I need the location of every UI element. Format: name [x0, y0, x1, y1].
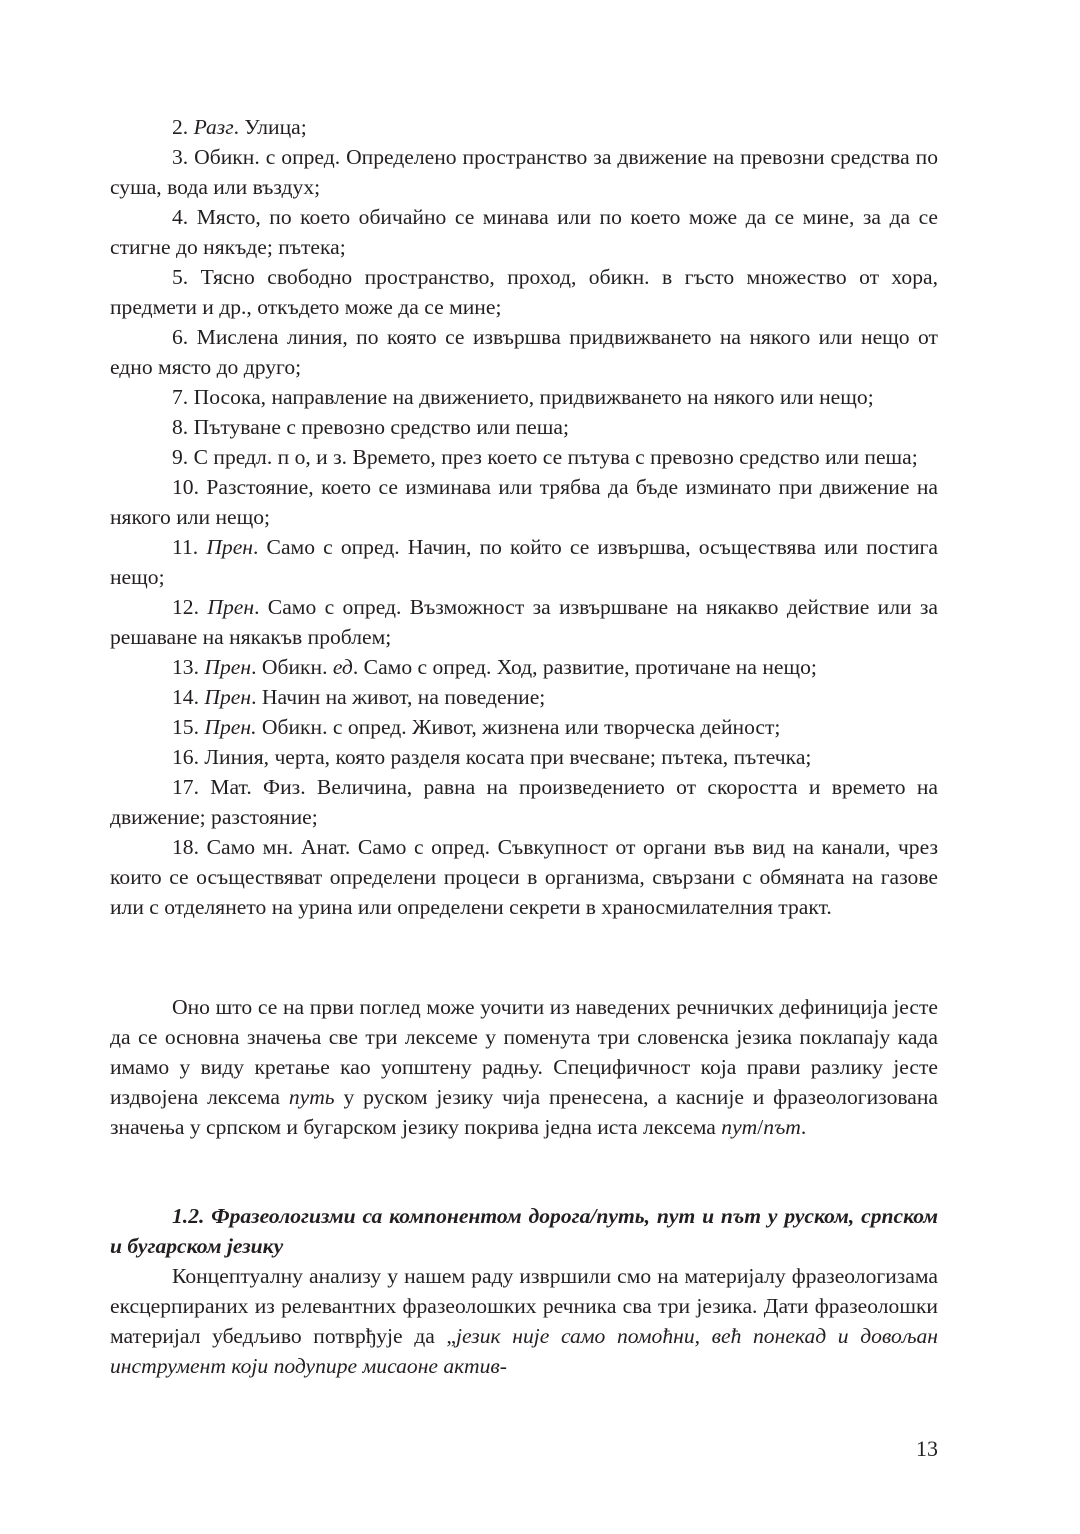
italic-text: Прен — [206, 535, 254, 559]
definition-item — [110, 652, 938, 682]
definition-item — [110, 682, 938, 712]
text-run: . Обикн. — [251, 655, 333, 679]
definition-item — [110, 712, 938, 742]
definition-number: 3. — [172, 145, 189, 169]
text-run: . Начин на живот, на поведение; — [251, 685, 546, 709]
text-run: Оно што се на први поглед може уочити из наведених речничких дефиниција јесте да се основна значења све три лексеме у поменута три словенска језика поклапају када имамо у виду кретање као уопштену радњу. Специфичност која прави разлику јесте издвојена лексема — [110, 995, 938, 1109]
text-run: С предл. п о, и з. Времето, през което се пътува с превозно средство или пеша; — [188, 445, 918, 469]
text-run: . Улица; — [233, 115, 307, 139]
section-paragraph — [110, 1261, 938, 1381]
definition-item — [110, 382, 938, 412]
definition-number: 11. — [172, 535, 199, 559]
body-paragraph-block — [110, 992, 938, 1142]
text-run: у руском језику чија пренесена, а касније и фразеологизована значења у српском и бугарском језику покрива једна иста лексема — [110, 1085, 938, 1139]
definition-number: 14. — [172, 685, 199, 709]
body-paragraph — [110, 992, 938, 1142]
definition-item — [110, 202, 938, 262]
definition-item — [110, 772, 938, 832]
definition-item — [110, 832, 938, 922]
definition-item — [110, 112, 938, 142]
text-run: Мислена линия, по която се извършва придвижването на някого или нещо от едно място до друго; — [110, 325, 938, 379]
definition-number: 6. — [172, 325, 189, 349]
italic-text: језик није само помоћни, већ понекад и довољан инструмент који подупире мисаоне актив- — [110, 1324, 938, 1378]
definition-item — [110, 742, 938, 772]
definition-number: 10. — [172, 475, 199, 499]
definition-item — [110, 442, 938, 472]
text-run: Линия, черта, която разделя косата при вчесване; пътека, пътечка; — [199, 745, 812, 769]
text-run: . Само с опред. Възможност за извършване на някакво действие или за решаване на някакъв проблем; — [110, 595, 938, 649]
definition-item — [110, 472, 938, 532]
definition-list — [110, 112, 938, 922]
definition-number: 12. — [172, 595, 199, 619]
text-run: Пътуване с превозно средство или пеша; — [188, 415, 569, 439]
section-heading: 1.2. Фразеологизми са компонентом дорога/путь, пут и път у руском, српском и бугарском језику — [110, 1204, 938, 1258]
italic-text: Прен — [204, 685, 252, 709]
definition-number: 2. — [172, 115, 189, 139]
definition-item — [110, 532, 938, 592]
italic-text: път — [763, 1115, 801, 1139]
definition-item — [110, 142, 938, 202]
definition-number: 13. — [172, 655, 199, 679]
text-run: . Само с опред. Ход, развитие, протичане на нещо; — [352, 655, 817, 679]
italic-text: путь — [288, 1085, 335, 1109]
definition-item — [110, 412, 938, 442]
italic-text: Прен — [207, 595, 255, 619]
definition-number: 17. — [172, 775, 199, 799]
italic-text: ед — [332, 655, 353, 679]
text-run: Обикн. с опред. Живот, жизнена или творческа дейност; — [256, 715, 781, 739]
text-run: . — [800, 1115, 807, 1139]
italic-text: Прен — [204, 655, 252, 679]
section-block — [110, 1201, 938, 1381]
definition-item — [110, 262, 938, 322]
italic-text: Разг — [193, 115, 234, 139]
text-run: Разстояние, което се изминава или трябва да бъде изминато при движение на някого или нещо; — [110, 475, 938, 529]
text-run: Концептуалну анализу у нашем раду извршили смо на материјалу фразеологизама ексцерпираних из релевантних фразеолошких речника сва три језика. Дати фразеолошки материјал убедљиво потврђује да „ — [110, 1264, 938, 1348]
definition-number: 18. — [172, 835, 199, 859]
definition-number: 8. — [172, 415, 189, 439]
italic-text: пут — [721, 1115, 758, 1139]
text-run: / — [757, 1115, 764, 1139]
italic-text: Прен. — [204, 715, 257, 739]
text-run: Тясно свободно пространство, проход, обикн. в гъсто множество от хора, предмети и др., откъдето може да се мине; — [110, 265, 938, 319]
text-run: Обикн. с опред. Определено пространство за движение на превозни средства по суша, вода или въздух; — [110, 145, 938, 199]
definition-number: 16. — [172, 745, 199, 769]
text-run: Мат. Физ. Величина, равна на произведението от скоростта и времето на движение; разстояние; — [110, 775, 938, 829]
definition-number: 4. — [172, 205, 189, 229]
page-number: 13 — [916, 1436, 938, 1461]
text-run: Място, по което обичайно се минава или по което може да се мине, за да се стигне до някъде; пътека; — [110, 205, 938, 259]
definition-item — [110, 592, 938, 652]
text-run: Посока, направление на движението, придвижването на някого или нещо; — [188, 385, 874, 409]
definition-item — [110, 322, 938, 382]
definition-number: 9. — [172, 445, 189, 469]
definition-number: 7. — [172, 385, 189, 409]
definition-number: 15. — [172, 715, 199, 739]
text-run: . Само с опред. Начин, по който се извършва, осъществява или постига нещо; — [110, 535, 938, 589]
definition-number: 5. — [172, 265, 189, 289]
text-run: Само мн. Анат. Само с опред. Съвкупност от органи във вид на канали, чрез които се осъществяват определени процеси в организма, свързани с обмяната на газове или с отделянето на урина или определени секрети в храносмилателния тракт. — [110, 835, 938, 919]
